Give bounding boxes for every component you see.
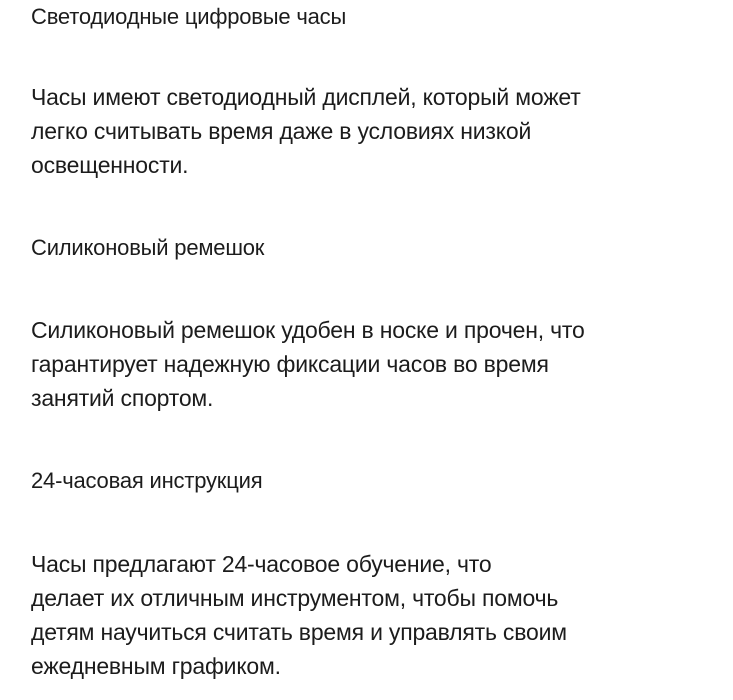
body-line: освещенности. (31, 152, 189, 178)
section-body-silicone-strap (31, 313, 711, 415)
body-line: гарантирует надежную фиксации часов во время (31, 351, 549, 377)
body-line: делает их отличным инструментом, чтобы помочь (31, 585, 559, 611)
body-line: легко считывать время даже в условиях низкой (31, 118, 532, 144)
section-heading-24-hour: 24-часовая инструкция (31, 468, 263, 493)
section-body-led-clock (31, 80, 711, 182)
body-line: занятий спортом. (31, 385, 214, 411)
body-line: Часы предлагают 24-часовое обучение, что (31, 551, 492, 577)
section-heading-led-clock: Светодиодные цифровые часы (31, 4, 347, 29)
section-body-24-hour (31, 547, 711, 683)
section-heading-silicone-strap: Силиконовый ремешок (31, 235, 265, 260)
body-line: ежедневным графиком. (31, 653, 281, 679)
body-line: детям научиться считать время и управлять своим (31, 619, 567, 645)
body-line: Часы имеют светодиодный дисплей, который может (31, 84, 581, 110)
body-line: Силиконовый ремешок удобен в носке и прочен, что (31, 317, 585, 343)
